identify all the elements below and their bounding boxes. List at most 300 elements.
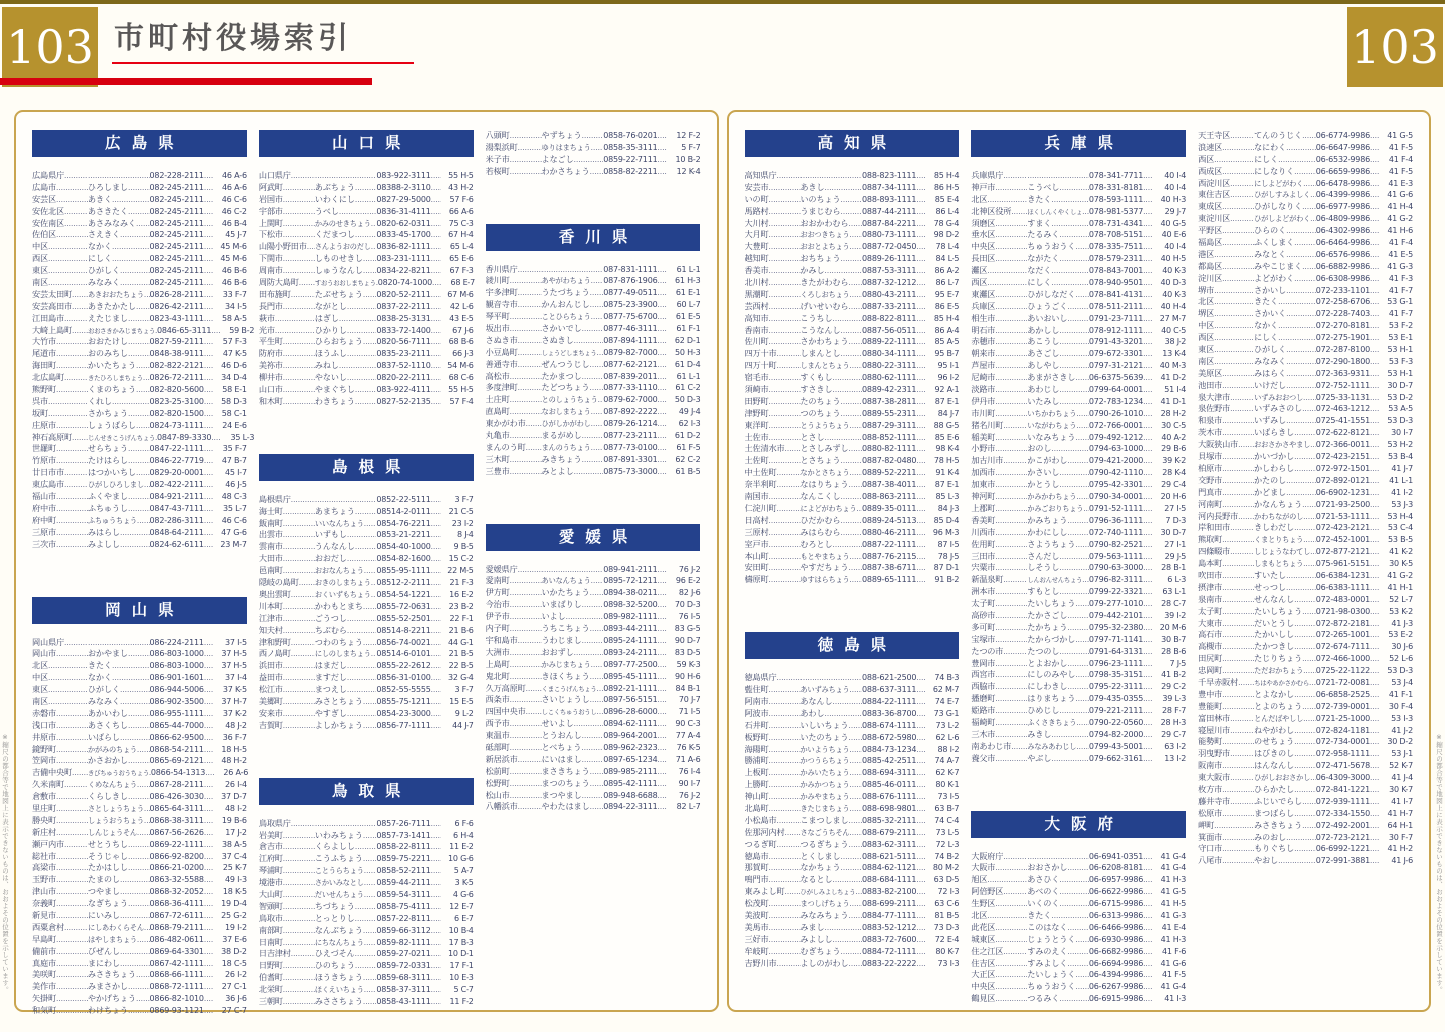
municipality-kana: まつやまし bbox=[541, 790, 582, 800]
index-entry bbox=[971, 503, 1186, 515]
map-grid-ref: 10 B-2 bbox=[675, 154, 701, 164]
municipality-kana: あまちょう bbox=[314, 506, 355, 516]
municipality-kana: さかいみなとし bbox=[314, 878, 364, 888]
municipality-kana: いいなんちょう bbox=[314, 518, 364, 528]
map-grid-ref: 30 B-7 bbox=[1161, 634, 1187, 644]
index-entry bbox=[259, 506, 474, 518]
phone-number: 0895-72-1211 bbox=[603, 576, 658, 586]
municipality-name: 堺区 bbox=[1198, 308, 1215, 319]
map-grid-ref: 53 D-3 bbox=[1387, 416, 1413, 426]
phone-number: 06-6992-1221 bbox=[1315, 844, 1370, 854]
municipality-name: 三朝町 bbox=[258, 995, 283, 1006]
index-entry bbox=[259, 360, 474, 372]
map-grid-ref: 24 E-6 bbox=[222, 420, 247, 430]
prefecture-header: 鳥取県 bbox=[259, 778, 474, 805]
map-grid-ref: 83 D-5 bbox=[674, 647, 701, 657]
index-entry bbox=[486, 671, 701, 683]
phone-number: 0820-52-2111 bbox=[376, 289, 431, 299]
municipality-name: 智頭町 bbox=[258, 900, 283, 911]
municipality-name: 伊方町 bbox=[485, 587, 510, 598]
municipality-name: 尼崎市 bbox=[971, 372, 996, 383]
phone-number: 0897-65-1234 bbox=[603, 754, 658, 764]
map-grid-ref: 78 J-5 bbox=[937, 551, 960, 561]
index-entry bbox=[32, 372, 247, 384]
map-grid-ref: 61 E-1 bbox=[675, 288, 701, 298]
map-grid-ref: 6 L-3 bbox=[1167, 575, 1187, 585]
map-grid-ref: 5 C-7 bbox=[453, 985, 474, 995]
map-grid-ref: 90 H-6 bbox=[674, 671, 701, 681]
phone-number: 072-270-8181 bbox=[1315, 321, 1370, 331]
map-grid-ref: 29 C-7 bbox=[1161, 729, 1187, 739]
index-entry bbox=[486, 154, 701, 166]
municipality-kana: はりまちょう bbox=[1027, 694, 1076, 704]
phone-number: 0887-72-0450 bbox=[862, 242, 917, 252]
phone-number: 0797-31-2121 bbox=[1088, 361, 1144, 371]
municipality-kana: よしのがわし bbox=[800, 958, 849, 968]
map-grid-ref: 81 B-5 bbox=[934, 910, 960, 920]
map-grid-ref: 58 E-1 bbox=[222, 385, 247, 395]
phone-number: 06-6858-2525 bbox=[1315, 689, 1370, 699]
phone-number: 0790-63-3000 bbox=[1088, 563, 1144, 573]
index-entry bbox=[1198, 499, 1413, 511]
index-entry bbox=[971, 981, 1186, 993]
index-entry bbox=[745, 696, 960, 708]
phone-number: 06-6308-9986 bbox=[1315, 273, 1370, 283]
index-entry bbox=[745, 755, 960, 767]
municipality-name: 西淀川区 bbox=[1198, 177, 1231, 188]
map-grid-ref: 65 L-4 bbox=[449, 242, 474, 252]
phone-number: 088-672-5980 bbox=[862, 732, 917, 742]
map-grid-ref: 55 H-5 bbox=[448, 171, 474, 180]
map-grid-ref: 18 K-5 bbox=[222, 887, 247, 897]
phone-number: 0859-22-7111 bbox=[603, 154, 658, 164]
phone-number: 06-6715-9986 bbox=[1088, 899, 1144, 909]
municipality-kana: にしあわくらそん bbox=[88, 922, 144, 932]
phone-number: 0868-36-4111 bbox=[149, 899, 204, 909]
municipality-name: 吹田市 bbox=[1198, 569, 1223, 580]
municipality-kana: にしのしまちょう bbox=[314, 649, 371, 659]
phone-number: 084-921-2111 bbox=[149, 492, 204, 502]
index-entry bbox=[32, 755, 247, 767]
phone-number: 072-287-8100 bbox=[1315, 345, 1370, 355]
municipality-kana: あいずみちょう bbox=[800, 685, 850, 695]
index-entry bbox=[32, 527, 247, 539]
map-grid-ref: 76 I-5 bbox=[678, 612, 701, 622]
map-grid-ref: 41 F-7 bbox=[1388, 309, 1413, 319]
phone-number: 082-245-2111 bbox=[149, 218, 204, 228]
municipality-kana: たいしちょう bbox=[1254, 606, 1303, 616]
municipality-kana: ふくしまく bbox=[1254, 238, 1295, 248]
phone-number: 0833-45-1700 bbox=[376, 230, 431, 240]
phone-number: 078-579-2311 bbox=[1088, 254, 1144, 264]
phone-number: 0895-42-1111 bbox=[603, 778, 658, 788]
map-grid-ref: 41 G-2 bbox=[1387, 214, 1413, 224]
municipality-name: 廿日市市 bbox=[32, 467, 64, 478]
municipality-name: 香南市 bbox=[744, 324, 769, 335]
phone-number: 06-6977-9986 bbox=[1315, 202, 1370, 212]
municipality-name: 坂出市 bbox=[485, 323, 510, 334]
municipality-kana: まつのちょう bbox=[541, 778, 590, 788]
map-grid-ref: 53 H-4 bbox=[1387, 511, 1413, 521]
municipality-name: 山口県庁 bbox=[258, 170, 291, 180]
municipality-kana: いばらきし bbox=[1254, 428, 1295, 438]
map-grid-ref: 13 I-2 bbox=[1164, 753, 1187, 763]
map-grid-ref: 40 H-3 bbox=[1160, 194, 1187, 204]
map-grid-ref: 49 J-4 bbox=[678, 407, 701, 417]
municipality-name: 岩国市 bbox=[258, 193, 283, 204]
index-entry bbox=[745, 206, 960, 218]
phone-number: 0852-55-5555 bbox=[376, 685, 431, 695]
page-number-box-left bbox=[2, 7, 98, 87]
map-grid-ref: 30 F-4 bbox=[1388, 701, 1413, 711]
municipality-name: 豊能町 bbox=[1198, 700, 1223, 711]
map-grid-ref: 46 A-6 bbox=[222, 171, 247, 180]
municipality-kana: きたひろしまちょう bbox=[88, 374, 143, 383]
municipality-kana: みさきちょう bbox=[88, 970, 136, 980]
municipality-kana: しょうばらし bbox=[88, 420, 136, 430]
municipality-name: 琴平町 bbox=[485, 311, 510, 322]
municipality-kana: いたのちょう bbox=[800, 732, 849, 742]
municipality-kana: かとうし bbox=[1027, 480, 1060, 490]
municipality-kana: しじょうなわてし bbox=[1254, 547, 1311, 557]
phone-number: 082-822-2121 bbox=[149, 361, 204, 371]
phone-number: 0796-23-1111 bbox=[1088, 658, 1144, 668]
map-grid-ref: 21 F-3 bbox=[449, 578, 474, 588]
map-grid-ref: 10 D-1 bbox=[447, 949, 474, 959]
phone-number: 072-674-7111 bbox=[1315, 642, 1370, 652]
map-grid-ref: 84 J-3 bbox=[937, 503, 960, 513]
index-entry bbox=[259, 325, 474, 337]
index-entry bbox=[971, 443, 1186, 455]
municipality-name: 旭区 bbox=[971, 874, 988, 885]
municipality-kana: みなみく bbox=[88, 278, 120, 288]
municipality-name: 佐伯区 bbox=[32, 229, 56, 240]
map-grid-ref: 61 H-3 bbox=[674, 276, 701, 286]
phone-number: 0887-22-1111 bbox=[862, 539, 917, 549]
phone-number: 0848-64-2111 bbox=[149, 527, 204, 537]
index-entry bbox=[32, 455, 247, 467]
municipality-name: 垂水区 bbox=[971, 229, 996, 240]
municipality-kana: むろとし bbox=[800, 539, 833, 549]
municipality-name: 美作市 bbox=[32, 981, 56, 992]
map-grid-ref: 53 H-1 bbox=[1387, 368, 1413, 378]
municipality-kana: おのみちし bbox=[88, 349, 128, 359]
municipality-name: 長田区 bbox=[971, 253, 996, 264]
map-grid-ref: 28 C-7 bbox=[1161, 599, 1187, 609]
index-entry bbox=[486, 166, 701, 178]
index-entry bbox=[32, 265, 247, 277]
map-grid-ref: 87 I-5 bbox=[937, 539, 960, 549]
map-grid-ref: 44 G-1 bbox=[447, 637, 474, 647]
index-entry bbox=[486, 311, 701, 323]
municipality-name: 姫路市 bbox=[971, 705, 996, 716]
phone-number: 0885-32-2111 bbox=[862, 815, 917, 825]
municipality-name: 中央区 bbox=[971, 241, 996, 252]
map-grid-ref: 6 E-7 bbox=[453, 913, 474, 923]
municipality-kana: うまじむら bbox=[800, 206, 841, 216]
phone-number: 0855-52-2501 bbox=[376, 613, 431, 623]
municipality-kana: とさし bbox=[800, 432, 825, 442]
municipality-name: 土佐清水市 bbox=[744, 443, 785, 454]
municipality-kana: あいおいし bbox=[1027, 313, 1068, 323]
phone-number: 0868-38-3111 bbox=[149, 815, 204, 825]
map-grid-ref: 73 I-3 bbox=[937, 958, 960, 968]
map-grid-ref: 35 F-7 bbox=[222, 444, 247, 454]
index-entry bbox=[486, 466, 701, 478]
municipality-kana: にしのみやし bbox=[1027, 670, 1076, 680]
phone-number: 08514-8-2211 bbox=[376, 625, 431, 635]
municipality-name: 西予市 bbox=[485, 718, 510, 729]
map-grid-ref: 62 I-3 bbox=[678, 419, 701, 429]
municipality-name: 千早赤阪村 bbox=[1198, 676, 1239, 687]
phone-number: 0880-46-2111 bbox=[862, 527, 917, 537]
municipality-name: 大正区 bbox=[971, 969, 996, 980]
index-entry bbox=[745, 384, 960, 396]
phone-number: 072-739-0001 bbox=[1315, 701, 1370, 711]
index-entry bbox=[1198, 237, 1413, 249]
municipality-name: 日吉津村 bbox=[258, 948, 291, 959]
map-grid-ref: 45 J-7 bbox=[225, 230, 247, 240]
municipality-name: 大崎上島町 bbox=[32, 324, 72, 335]
map-grid-ref: 53 E-1 bbox=[1388, 333, 1413, 343]
phone-number: 082-820-5600 bbox=[149, 385, 204, 395]
index-entry bbox=[259, 996, 474, 1008]
municipality-name: 伊予市 bbox=[485, 611, 510, 622]
municipality-kana: あさみなみく bbox=[88, 218, 136, 228]
dot-leader bbox=[1059, 994, 1089, 1006]
municipality-name: 灘区 bbox=[971, 265, 988, 276]
phone-number: 086-224-2111 bbox=[149, 637, 204, 647]
municipality-kana: こうふちょう bbox=[314, 854, 363, 864]
phone-number: 0869-93-1121 bbox=[149, 1006, 204, 1016]
map-grid-ref: 37 H-7 bbox=[221, 696, 247, 706]
index-entry bbox=[32, 503, 247, 515]
municipality-name: 新庄村 bbox=[32, 826, 56, 837]
municipality-kana: ただおかちょう bbox=[1254, 666, 1304, 676]
municipality-kana: あこうし bbox=[1027, 337, 1060, 347]
map-grid-ref: 41 G-6 bbox=[1387, 190, 1413, 200]
phone-number: 0826-72-2111 bbox=[149, 373, 204, 383]
phone-number: 0866-62-9500 bbox=[149, 732, 204, 742]
municipality-kana: おのし bbox=[1027, 444, 1052, 454]
map-grid-ref: 11 F-2 bbox=[449, 996, 474, 1006]
municipality-name: 福山市 bbox=[32, 491, 56, 502]
index-entry bbox=[745, 325, 960, 337]
phone-number: 06-6957-9986 bbox=[1088, 875, 1144, 885]
index-entry bbox=[1198, 415, 1413, 427]
municipality-kana: しゅうなんし bbox=[314, 266, 363, 276]
municipality-kana: ひがしよどがわく bbox=[1254, 214, 1311, 224]
index-entry bbox=[971, 241, 1186, 253]
index-entry bbox=[745, 551, 960, 563]
index-entry bbox=[745, 503, 960, 515]
map-grid-ref: 80 K-1 bbox=[935, 780, 960, 790]
map-grid-ref: 53 D-2 bbox=[1387, 392, 1413, 402]
prefecture-section bbox=[486, 224, 701, 478]
municipality-name: 境港市 bbox=[258, 877, 283, 888]
municipality-name: 三原村 bbox=[744, 526, 769, 537]
phone-number: 0887-38-4011 bbox=[862, 480, 917, 490]
index-panel-right bbox=[727, 110, 1432, 1012]
municipality-kana: ふちゅうちょう bbox=[88, 515, 137, 525]
municipality-kana: きたがわむら bbox=[800, 278, 849, 288]
municipality-kana: あきし bbox=[800, 182, 825, 192]
municipality-kana: わけちょう bbox=[88, 1006, 128, 1016]
map-grid-ref: 85 E-4 bbox=[934, 194, 960, 204]
phone-number: 086-426-3030 bbox=[149, 792, 204, 802]
index-entry bbox=[1198, 570, 1413, 582]
prefecture-section bbox=[259, 454, 474, 732]
phone-number: 0856-77-1111 bbox=[376, 720, 431, 730]
index-entry bbox=[1198, 522, 1413, 534]
municipality-kana: とべちょう bbox=[541, 742, 582, 752]
map-grid-ref: 64 H-1 bbox=[1387, 820, 1413, 830]
phone-number: 06-6313-9986 bbox=[1088, 910, 1144, 920]
municipality-name: 高松市 bbox=[485, 370, 510, 381]
index-entry bbox=[1198, 427, 1413, 439]
municipality-kana: とっとりし bbox=[314, 913, 355, 923]
map-grid-ref: 17 J-2 bbox=[225, 827, 247, 837]
municipality-name: 神河町 bbox=[971, 491, 996, 502]
map-grid-ref: 85 A-5 bbox=[934, 337, 960, 347]
map-grid-ref: 13 K-4 bbox=[1162, 349, 1187, 359]
index-entry bbox=[971, 934, 1186, 946]
index-entry bbox=[259, 372, 474, 384]
phone-number: 0877-23-2111 bbox=[603, 431, 658, 441]
phone-number: 072-723-2121 bbox=[1315, 832, 1370, 842]
phone-number: 0858-37-3111 bbox=[376, 985, 431, 995]
index-entry bbox=[259, 229, 474, 241]
municipality-kana: かいたちょう bbox=[88, 361, 136, 371]
municipality-name: 堺市 bbox=[1198, 284, 1215, 295]
municipality-name: 新見市 bbox=[32, 909, 56, 920]
prefecture-section bbox=[259, 778, 474, 1008]
municipality-name: 南区 bbox=[32, 277, 48, 288]
phone-number: 06-6694-9986 bbox=[1088, 958, 1144, 968]
municipality-kana: みはらむら bbox=[800, 527, 841, 537]
index-entry bbox=[971, 229, 1186, 241]
phone-number: 0796-36-1111 bbox=[1088, 515, 1144, 525]
index-entry bbox=[486, 347, 701, 359]
map-grid-ref: 40 H-4 bbox=[1160, 301, 1187, 311]
map-grid-ref: 41 G-4 bbox=[1160, 851, 1187, 861]
municipality-kana: きしわだし bbox=[1254, 523, 1295, 533]
municipality-kana: あべのく bbox=[1027, 887, 1060, 897]
municipality-name: 三豊市 bbox=[485, 465, 510, 476]
map-grid-ref: 46 C-2 bbox=[221, 206, 247, 216]
index-entry bbox=[32, 779, 247, 791]
municipality-name: 大東市 bbox=[1198, 617, 1223, 628]
municipality-name: 宇部市 bbox=[258, 205, 283, 216]
phone-number: 0868-32-2052 bbox=[149, 887, 204, 897]
municipality-kana: しんおんせんちょう bbox=[1027, 576, 1083, 585]
phone-number: 078-708-5151 bbox=[1088, 230, 1144, 240]
phone-number: 0859-27-0211 bbox=[376, 949, 431, 959]
index-entry bbox=[971, 372, 1186, 384]
phone-number: 082-245-2111 bbox=[149, 194, 204, 204]
municipality-name: 西脇市 bbox=[971, 681, 996, 692]
municipality-name: 広島市 bbox=[32, 181, 56, 192]
municipality-name: 神石高原町 bbox=[32, 431, 72, 442]
index-entry bbox=[486, 406, 701, 418]
municipality-name: 日野町 bbox=[258, 960, 283, 971]
dot-leader bbox=[204, 540, 214, 552]
index-entry bbox=[32, 384, 247, 396]
municipality-kana: にしよどがわく bbox=[1254, 178, 1304, 188]
municipality-name: 交野市 bbox=[1198, 474, 1223, 485]
phone-number: 078-843-7001 bbox=[1088, 266, 1144, 276]
map-grid-ref: 77 A-4 bbox=[675, 731, 701, 741]
map-grid-ref: 19 D-4 bbox=[221, 899, 247, 909]
index-entry bbox=[971, 218, 1186, 230]
index-entry bbox=[971, 384, 1186, 396]
municipality-kana: すさきし bbox=[800, 385, 833, 395]
municipality-name: 猪名川町 bbox=[971, 419, 1004, 430]
municipality-name: 井原市 bbox=[32, 731, 56, 742]
prefecture-section bbox=[32, 130, 255, 551]
municipality-kana: かみのせきちょう bbox=[314, 218, 371, 228]
phone-number: 0796-82-3111 bbox=[1088, 575, 1144, 585]
map-grid-ref: 57 F-4 bbox=[449, 396, 474, 406]
municipality-kana: おおさきかみじまちょう bbox=[88, 326, 155, 335]
prefecture-header: 大阪府 bbox=[971, 811, 1186, 838]
phone-number: 078-341-7711 bbox=[1088, 171, 1144, 180]
municipality-kana: たかつきし bbox=[1254, 642, 1295, 652]
map-grid-ref: 30 D-2 bbox=[1387, 737, 1413, 747]
municipality-kana: しんじょうそん bbox=[88, 827, 137, 837]
index-entry bbox=[259, 672, 474, 684]
municipality-name: 赤磐市 bbox=[32, 707, 56, 718]
municipality-kana: いずみし bbox=[1254, 416, 1287, 426]
municipality-kana: によどがわちょう bbox=[800, 503, 857, 513]
index-entry bbox=[486, 335, 701, 347]
phone-number: 089-948-6688 bbox=[603, 790, 658, 800]
phone-number: 0827-29-5000 bbox=[376, 194, 431, 204]
phone-number: 088-676-1111 bbox=[862, 792, 917, 802]
municipality-name: 福島区 bbox=[1198, 237, 1223, 248]
phone-number: 079-221-2111 bbox=[1088, 706, 1144, 716]
municipality-name: 室戸市 bbox=[744, 538, 769, 549]
municipality-kana: にしわきし bbox=[1027, 682, 1068, 692]
phone-number: 0897-56-5151 bbox=[603, 695, 658, 705]
phone-number: 0889-65-1111 bbox=[862, 575, 917, 585]
municipality-kana: しこくちゅうおうし bbox=[541, 708, 597, 717]
phone-number: 0859-75-2211 bbox=[376, 854, 431, 864]
municipality-name: 城東区 bbox=[971, 933, 996, 944]
municipality-name: 安芸高田市 bbox=[32, 300, 72, 311]
phone-number: 0854-23-3000 bbox=[376, 708, 431, 718]
index-entry bbox=[259, 384, 474, 396]
dot-leader bbox=[1051, 754, 1089, 766]
municipality-kana: げいせいむら bbox=[800, 301, 849, 311]
index-entry bbox=[32, 815, 247, 827]
phone-number: 0721-98-0300 bbox=[1315, 606, 1370, 616]
map-grid-ref: 32 G-4 bbox=[447, 673, 474, 683]
phone-number: 0799-64-0001 bbox=[1088, 385, 1144, 395]
municipality-name: 伊丹市 bbox=[971, 395, 996, 406]
municipality-name: 泉南市 bbox=[1198, 593, 1223, 604]
index-entry bbox=[486, 801, 701, 813]
municipality-kana: てんのうじく bbox=[1254, 131, 1303, 140]
municipality-kana: いなみちょう bbox=[1027, 432, 1076, 442]
phone-number: 079-421-2000 bbox=[1088, 456, 1144, 466]
phone-number: 0820-74-1000 bbox=[377, 278, 433, 288]
index-entry bbox=[971, 598, 1186, 610]
phone-number: 072-452-1001 bbox=[1315, 535, 1370, 545]
phone-number: 0824-73-1111 bbox=[149, 420, 204, 430]
phone-number: 082-245-2111 bbox=[149, 206, 204, 216]
phone-number: 0848-38-9111 bbox=[149, 349, 204, 359]
